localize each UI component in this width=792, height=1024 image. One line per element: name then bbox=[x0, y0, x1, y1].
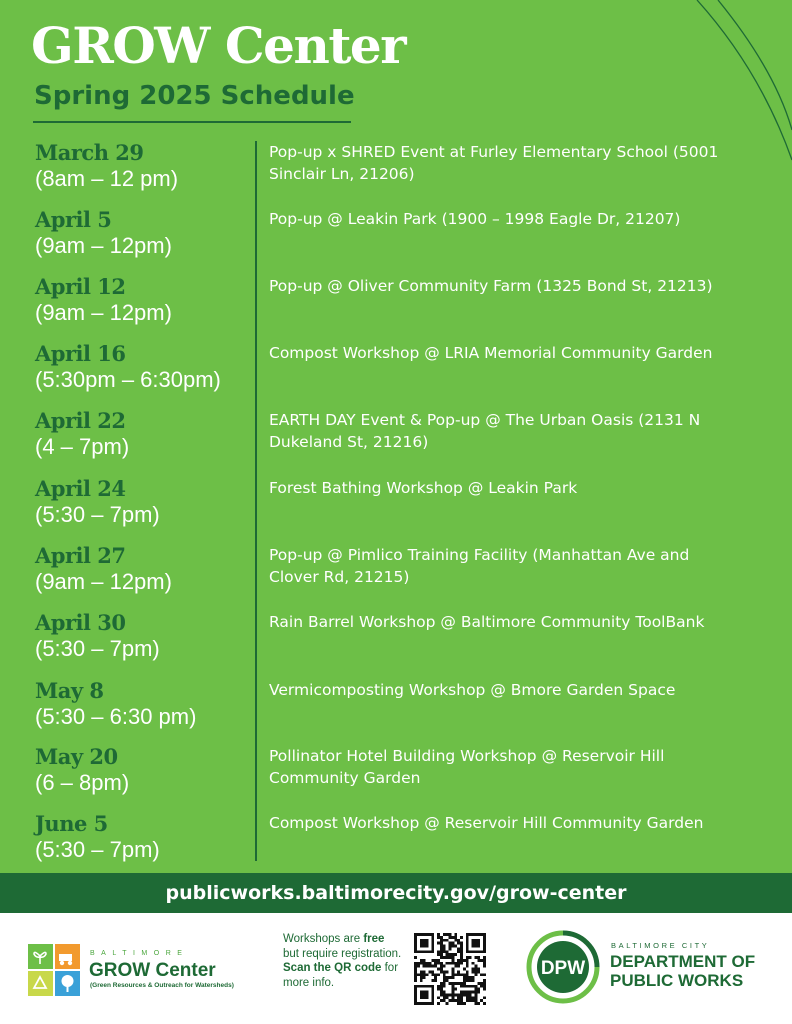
schedule-row bbox=[0, 745, 792, 812]
dpw-name-line2: PUBLIC WORKS bbox=[610, 971, 744, 990]
title-divider bbox=[33, 121, 351, 123]
page-title: GROW Center bbox=[31, 16, 406, 75]
event-description: Pop-up @ Pimlico Training Facility (Manhattan Ave and Clover Rd, 21215) bbox=[269, 546, 690, 586]
grow-logo-name: GROW Center bbox=[89, 960, 216, 981]
event-time: (9am – 12pm) bbox=[35, 233, 172, 258]
schedule-row bbox=[0, 141, 792, 208]
registration-info: Workshops are free but require registration. Scan the QR code for more info. bbox=[283, 933, 402, 989]
event-date: May 8 bbox=[35, 678, 104, 703]
grow-center-logo-icon bbox=[28, 944, 80, 996]
event-time: (9am – 12pm) bbox=[35, 569, 172, 594]
website-url-link[interactable]: publicworks.baltimorecity.gov/grow-center bbox=[0, 873, 792, 913]
schedule-row bbox=[0, 342, 792, 409]
grow-logo-tagline: (Green Resources & Outreach for Watersheds) bbox=[90, 982, 234, 989]
event-description: Pop-up @ Leakin Park (1900 – 1998 Eagle Dr, 21207) bbox=[269, 210, 681, 228]
event-time: (5:30 – 6:30 pm) bbox=[35, 704, 197, 729]
event-time: (5:30 – 7pm) bbox=[35, 636, 160, 661]
svg-text:DPW: DPW bbox=[540, 958, 586, 979]
event-time: (5:30 – 7pm) bbox=[35, 837, 160, 862]
event-description: Forest Bathing Workshop @ Leakin Park bbox=[269, 479, 578, 497]
event-description: Rain Barrel Workshop @ Baltimore Community ToolBank bbox=[269, 613, 705, 631]
footer bbox=[0, 913, 792, 1024]
event-description: Pop-up x SHRED Event at Furley Elementary School (5001 Sinclair Ln, 21206) bbox=[269, 143, 719, 183]
event-date: June 5 bbox=[35, 811, 108, 836]
event-description: Pollinator Hotel Building Workshop @ Reservoir Hill Community Garden bbox=[269, 747, 665, 787]
schedule-row bbox=[0, 544, 792, 611]
event-time: (5:30pm – 6:30pm) bbox=[35, 367, 221, 392]
event-date: April 27 bbox=[35, 543, 126, 568]
schedule-row bbox=[0, 409, 792, 476]
page-subtitle: Spring 2025 Schedule bbox=[34, 81, 355, 111]
event-description: Compost Workshop @ Reservoir Hill Community Garden bbox=[269, 814, 704, 832]
event-date: March 29 bbox=[35, 140, 144, 165]
event-description: Compost Workshop @ LRIA Memorial Community Garden bbox=[269, 344, 713, 362]
event-date: May 20 bbox=[35, 744, 118, 769]
event-date: April 5 bbox=[35, 207, 112, 232]
schedule-row bbox=[0, 812, 792, 879]
event-date: April 22 bbox=[35, 408, 126, 433]
event-time: (5:30 – 7pm) bbox=[35, 502, 160, 527]
schedule-row bbox=[0, 208, 792, 275]
event-time: (4 – 7pm) bbox=[35, 434, 130, 459]
event-date: April 30 bbox=[35, 610, 126, 635]
event-date: April 16 bbox=[35, 341, 126, 366]
grow-logo-baltimore: BALTIMORE bbox=[90, 950, 189, 957]
dpw-logo-icon bbox=[526, 930, 600, 1004]
event-time: (9am – 12pm) bbox=[35, 300, 172, 325]
event-date: April 24 bbox=[35, 476, 126, 501]
dpw-name-line1: DEPARTMENT OF bbox=[610, 952, 756, 971]
schedule-row bbox=[0, 679, 792, 746]
event-description: Pop-up @ Oliver Community Farm (1325 Bond St, 21213) bbox=[269, 277, 713, 295]
event-description: EARTH DAY Event & Pop-up @ The Urban Oasis (2131 N Dukeland St, 21216) bbox=[269, 411, 701, 451]
event-date: April 12 bbox=[35, 274, 126, 299]
event-time: (6 – 8pm) bbox=[35, 770, 130, 795]
schedule-row bbox=[0, 477, 792, 544]
event-description: Vermicomposting Workshop @ Bmore Garden Space bbox=[269, 681, 676, 699]
dpw-city-label: BALTIMORE CITY bbox=[611, 941, 710, 950]
schedule-row bbox=[0, 611, 792, 678]
qr-code-icon[interactable] bbox=[414, 933, 486, 1005]
schedule-row bbox=[0, 275, 792, 342]
event-time: (8am – 12 pm) bbox=[35, 166, 179, 191]
